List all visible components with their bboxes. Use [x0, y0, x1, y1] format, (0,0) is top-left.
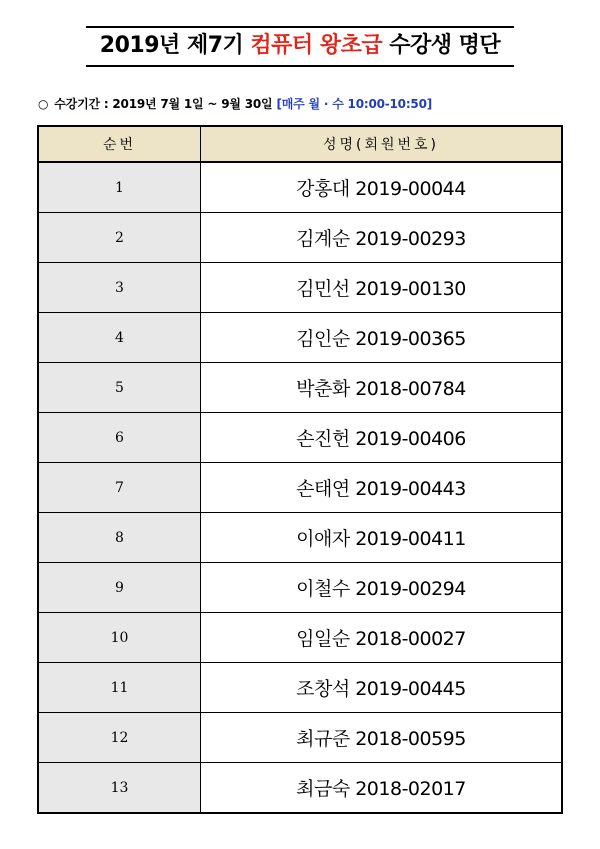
- table-row: [38, 513, 562, 563]
- row-name-member-id: 김인순 2019-00365: [201, 313, 563, 363]
- row-number: 7: [38, 463, 201, 513]
- row-name-member-id: 김민선 2019-00130: [201, 263, 563, 313]
- title-part2: 수강생 명단: [382, 33, 501, 58]
- table-body: [38, 162, 562, 813]
- title-highlight: 컴퓨터 왕초급: [250, 33, 383, 58]
- row-name-member-id: 김계순 2019-00293: [201, 213, 563, 263]
- row-name-member-id: 조창석 2019-00445: [201, 663, 563, 713]
- bullet-circle-icon: ○: [38, 97, 49, 111]
- row-name-member-id: 박춘화 2018-00784: [201, 363, 563, 413]
- student-table: [37, 125, 563, 814]
- table-row: [38, 613, 562, 663]
- row-number: 10: [38, 613, 201, 663]
- row-name-member-id: 이애자 2019-00411: [201, 513, 563, 563]
- table-row: [38, 713, 562, 763]
- period-text: 수강기간 : 2019년 7월 1일 ~ 9월 30일: [54, 97, 277, 111]
- row-number: 9: [38, 563, 201, 613]
- row-number: 2: [38, 213, 201, 263]
- title-part1: 2019년 제7기: [99, 33, 251, 58]
- table-row: [38, 463, 562, 513]
- table-header-row: [38, 126, 562, 162]
- row-number: 11: [38, 663, 201, 713]
- row-name-member-id: 임일순 2018-00027: [201, 613, 563, 663]
- row-name-member-id: 손태연 2019-00443: [201, 463, 563, 513]
- table-row: [38, 363, 562, 413]
- row-name-member-id: 최금숙 2018-02017: [201, 763, 563, 814]
- table-row: [38, 413, 562, 463]
- table-row: [38, 162, 562, 213]
- table-row: [38, 213, 562, 263]
- table-row: [38, 663, 562, 713]
- table-row: [38, 563, 562, 613]
- table-row: [38, 763, 562, 814]
- row-number: 13: [38, 763, 201, 814]
- table-row: [38, 263, 562, 313]
- row-name-member-id: 손진헌 2019-00406: [201, 413, 563, 463]
- row-number: 12: [38, 713, 201, 763]
- row-name-member-id: 최규준 2018-00595: [201, 713, 563, 763]
- table-row: [38, 313, 562, 363]
- row-number: 3: [38, 263, 201, 313]
- header-number: 순번: [38, 126, 201, 162]
- page-title: [86, 26, 514, 67]
- schedule-text: [매주 월 · 수 10:00-10:50]: [276, 97, 433, 111]
- title-container: [0, 26, 600, 67]
- row-number: 1: [38, 162, 201, 213]
- row-number: 6: [38, 413, 201, 463]
- header-name: 성명(회원번호): [201, 126, 563, 162]
- row-number: 8: [38, 513, 201, 563]
- row-number: 4: [38, 313, 201, 363]
- row-name-member-id: 강홍대 2019-00044: [201, 162, 563, 213]
- course-period: [38, 95, 432, 112]
- row-number: 5: [38, 363, 201, 413]
- row-name-member-id: 이철수 2019-00294: [201, 563, 563, 613]
